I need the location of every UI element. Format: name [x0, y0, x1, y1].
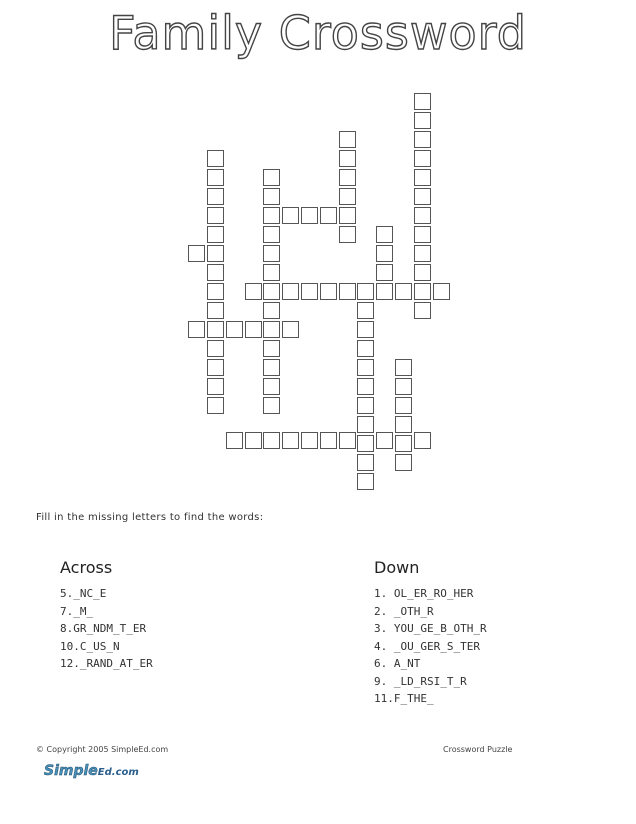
crossword-cell[interactable]	[207, 264, 224, 281]
crossword-cell[interactable]	[433, 283, 450, 300]
crossword-cell[interactable]	[357, 397, 374, 414]
footer-label: Crossword Puzzle	[443, 745, 513, 754]
clue-across: 12._RAND_AT_ER	[60, 657, 153, 670]
crossword-cell[interactable]	[263, 169, 280, 186]
crossword-cell[interactable]	[207, 207, 224, 224]
crossword-cell[interactable]	[395, 435, 412, 452]
crossword-cell[interactable]	[339, 207, 356, 224]
crossword-cell[interactable]	[357, 321, 374, 338]
crossword-cell[interactable]	[357, 435, 374, 452]
crossword-cell[interactable]	[357, 283, 374, 300]
crossword-cell[interactable]	[414, 226, 431, 243]
logo-subtext: Ed.com	[97, 767, 139, 778]
crossword-cell[interactable]	[320, 432, 337, 449]
clue-across: 7._M_	[60, 604, 94, 618]
crossword-cell[interactable]	[245, 283, 262, 300]
crossword-cell[interactable]	[414, 150, 431, 167]
simpleed-logo[interactable]	[44, 760, 154, 788]
instructions: Fill in the missing letters to find the words:	[36, 512, 264, 523]
down-heading: Down	[374, 558, 420, 577]
crossword-cell[interactable]	[263, 207, 280, 224]
clue-down: 11.F_THE_	[374, 692, 434, 705]
crossword-cell[interactable]	[282, 283, 299, 300]
crossword-cell[interactable]	[207, 321, 224, 338]
clue-down: 1. OL_ER_RO_HER	[374, 587, 474, 600]
crossword-cell[interactable]	[339, 432, 356, 449]
crossword-cell[interactable]	[414, 93, 431, 110]
crossword-cell[interactable]	[376, 226, 393, 243]
crossword-cell[interactable]	[339, 226, 356, 243]
crossword-cell[interactable]	[414, 432, 431, 449]
crossword-cell[interactable]	[357, 416, 374, 433]
down-clues	[374, 558, 487, 708]
crossword-cell[interactable]	[207, 340, 224, 357]
crossword-cell[interactable]	[207, 188, 224, 205]
crossword-cell[interactable]	[357, 378, 374, 395]
crossword-cell[interactable]	[207, 397, 224, 414]
crossword-cell[interactable]	[263, 340, 280, 357]
crossword-cell[interactable]	[282, 207, 299, 224]
crossword-cell[interactable]	[414, 131, 431, 148]
clue-down: 9. _LD_RSI_T_R	[374, 674, 467, 688]
crossword-cell[interactable]	[226, 432, 243, 449]
crossword-cell[interactable]	[263, 302, 280, 319]
crossword-cell[interactable]	[282, 432, 299, 449]
clue-down: 3. YOU_GE_B_OTH_R	[374, 622, 487, 635]
crossword-cell[interactable]	[207, 283, 224, 300]
page-title: Family Crossword	[109, 6, 527, 60]
clue-across: 5._NC_E	[60, 587, 107, 600]
crossword-cell[interactable]	[301, 283, 318, 300]
across-heading: Across	[60, 558, 113, 577]
crossword-cell[interactable]	[414, 112, 431, 129]
crossword-cell[interactable]	[339, 169, 356, 186]
logo-text: Simple	[44, 763, 98, 779]
crossword-cell[interactable]	[395, 416, 412, 433]
crossword-cell[interactable]	[263, 432, 280, 449]
across-clues	[60, 558, 153, 673]
crossword-cell[interactable]	[320, 283, 337, 300]
crossword-cell[interactable]	[414, 283, 431, 300]
crossword-cell[interactable]	[357, 359, 374, 376]
crossword-cell[interactable]	[414, 207, 431, 224]
crossword-cell[interactable]	[263, 264, 280, 281]
crossword-cell[interactable]	[263, 321, 280, 338]
crossword-cell[interactable]	[376, 264, 393, 281]
crossword-cell[interactable]	[395, 283, 412, 300]
crossword-cell[interactable]	[245, 432, 262, 449]
crossword-cell[interactable]	[207, 150, 224, 167]
crossword-cell[interactable]	[188, 245, 205, 262]
crossword-cell[interactable]	[188, 321, 205, 338]
crossword-cell[interactable]	[207, 302, 224, 319]
crossword-cell[interactable]	[376, 283, 393, 300]
clue-down: 6. A_NT	[374, 657, 421, 670]
crossword-cell[interactable]	[263, 397, 280, 414]
clue-down: 2. _OTH_R	[374, 604, 434, 618]
crossword-cell[interactable]	[357, 302, 374, 319]
clue-down: 4. _OU_GER_S_TER	[374, 639, 480, 653]
crossword-cell[interactable]	[395, 378, 412, 395]
crossword-cell[interactable]	[207, 359, 224, 376]
crossword-cell[interactable]	[263, 359, 280, 376]
copyright: © Copyright 2005 SimpleEd.com	[36, 745, 169, 754]
crossword-cell[interactable]	[414, 169, 431, 186]
crossword-cell[interactable]	[263, 188, 280, 205]
crossword-cell[interactable]	[207, 226, 224, 243]
crossword-cell[interactable]	[339, 150, 356, 167]
clue-across: 10.C_US_N	[60, 639, 120, 653]
crossword-cell[interactable]	[263, 283, 280, 300]
crossword-cell[interactable]	[339, 131, 356, 148]
crossword-cell[interactable]	[357, 454, 374, 471]
clue-across: 8.GR_NDM_T_ER	[60, 622, 147, 635]
crossword-cell[interactable]	[226, 321, 243, 338]
crossword-cell[interactable]	[339, 283, 356, 300]
crossword-cell[interactable]	[357, 340, 374, 357]
crossword-cell[interactable]	[376, 245, 393, 262]
crossword-cell[interactable]	[301, 432, 318, 449]
crossword-cell[interactable]	[263, 245, 280, 262]
crossword-cell[interactable]	[339, 188, 356, 205]
crossword-cell[interactable]	[207, 378, 224, 395]
crossword-cell[interactable]	[263, 378, 280, 395]
crossword-cell[interactable]	[207, 169, 224, 186]
crossword-cell[interactable]	[414, 264, 431, 281]
crossword-cell[interactable]	[207, 245, 224, 262]
crossword-cell[interactable]	[357, 473, 374, 490]
crossword-cell[interactable]	[301, 207, 318, 224]
crossword-cell[interactable]	[414, 188, 431, 205]
crossword-cell[interactable]	[282, 321, 299, 338]
crossword-cell[interactable]	[395, 359, 412, 376]
crossword-cell[interactable]	[395, 397, 412, 414]
crossword-cell[interactable]	[263, 226, 280, 243]
crossword-cell[interactable]	[320, 207, 337, 224]
crossword-cell[interactable]	[245, 321, 262, 338]
crossword-cell[interactable]	[414, 302, 431, 319]
crossword-cell[interactable]	[395, 454, 412, 471]
crossword-cell[interactable]	[414, 245, 431, 262]
crossword-cell[interactable]	[376, 432, 393, 449]
